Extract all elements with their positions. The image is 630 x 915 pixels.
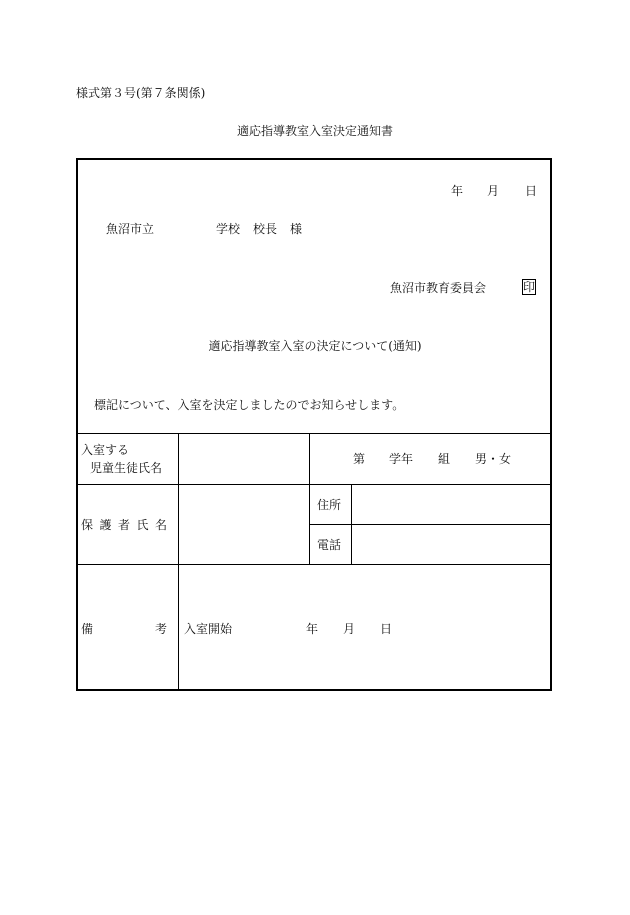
guardian-char: 保 — [81, 518, 94, 532]
start-label: 入室開始 — [184, 622, 233, 636]
phone-label: 電話 — [317, 538, 342, 552]
rule-address-phone — [309, 524, 552, 525]
class-unit: 組 — [438, 452, 451, 466]
form-number: 様式第３号(第７条関係) — [76, 86, 206, 100]
addressee-honorific: 様 — [290, 222, 303, 236]
notice-form-box — [76, 158, 552, 691]
addressee-school: 学校 — [216, 222, 241, 236]
guardian-label — [81, 519, 167, 531]
rule-student-row — [77, 484, 552, 485]
date-month: 月 — [487, 184, 500, 198]
start-day: 日 — [380, 622, 393, 636]
addressee-principal: 校長 — [253, 222, 278, 236]
seal-mark: 印 — [523, 280, 536, 294]
student-label-line1: 入室する — [81, 443, 130, 457]
rule-contact-label — [351, 484, 352, 564]
addressee-city: 魚沼市立 — [106, 222, 155, 236]
remarks-char: 備 — [81, 622, 94, 636]
subject-line: 適応指導教室入室の決定について(通知) — [208, 339, 422, 353]
date-day: 日 — [525, 184, 538, 198]
guardian-char: 名 — [154, 518, 167, 532]
rule-above-table — [77, 433, 552, 434]
issuer-name: 魚沼市教育委員会 — [390, 281, 487, 295]
gender-options: 男・女 — [475, 452, 512, 466]
address-label: 住所 — [317, 498, 342, 512]
grade-prefix: 第 — [353, 452, 366, 466]
guardian-char: 氏 — [136, 518, 149, 532]
remarks-label — [81, 623, 167, 635]
guardian-char: 護 — [99, 518, 112, 532]
start-month: 月 — [343, 622, 356, 636]
body-text: 標記について、入室を決定しましたのでお知らせします。 — [94, 398, 405, 412]
date-year: 年 — [451, 184, 464, 198]
start-year: 年 — [306, 622, 319, 636]
remarks-char: 考 — [154, 622, 167, 636]
rule-label-column — [178, 433, 179, 691]
student-label-line2: 児童生徒氏名 — [90, 461, 163, 475]
grade-unit: 学年 — [389, 452, 414, 466]
rule-guardian-row — [77, 564, 552, 565]
document-title: 適応指導教室入室決定通知書 — [236, 124, 393, 138]
guardian-char: 者 — [117, 518, 130, 532]
rule-right-block — [309, 433, 310, 564]
